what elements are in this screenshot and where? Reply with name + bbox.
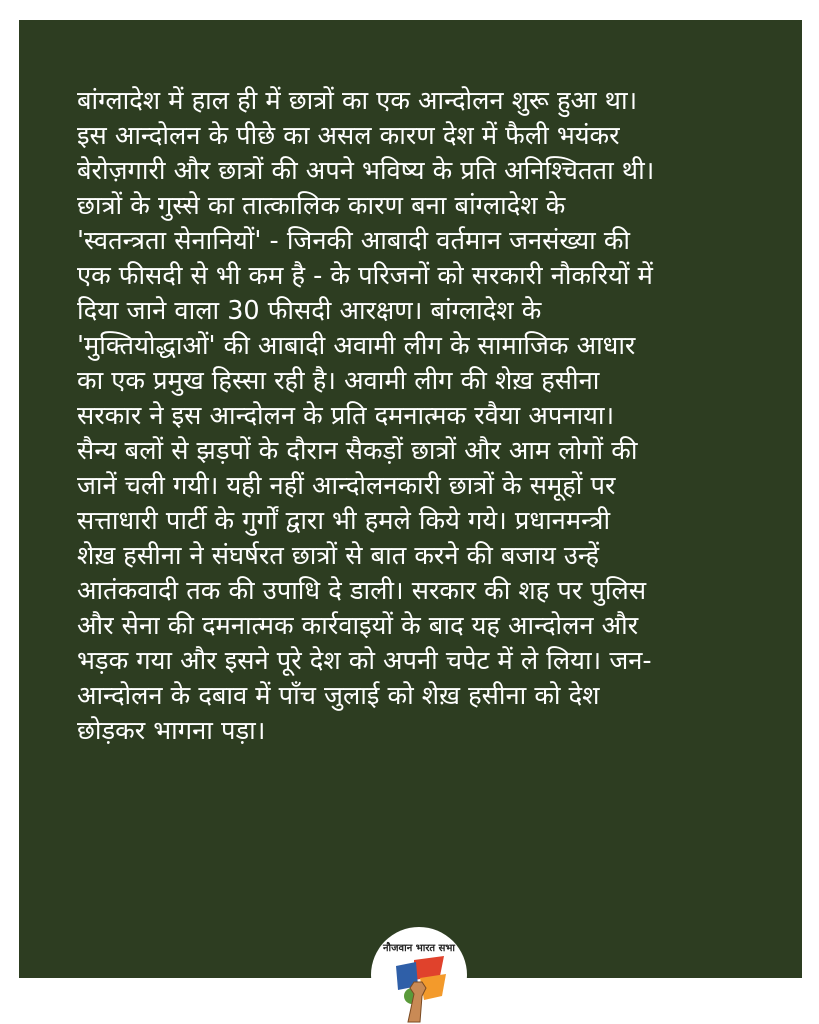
text-line: भड़क गया और इसने पूरे देश को अपनी चपेट में ले लिया। जन- xyxy=(77,646,652,676)
text-line: आन्दोलन के दबाव में पाँच जुलाई को शेख़ हसीना को देश xyxy=(77,681,600,711)
text-line: छात्रों के गुस्से का तात्कालिक कारण बना बांग्लादेश के xyxy=(77,191,566,221)
text-line: बांग्लादेश में हाल ही में छात्रों का एक आन्दोलन शुरू हुआ था। xyxy=(77,86,638,116)
text-line: छोड़कर भागना पड़ा। xyxy=(77,716,266,746)
raised-fist-with-flag-icon xyxy=(364,926,474,1024)
text-line: और सेना की दमनात्मक कार्रवाइयों के बाद यह आन्दोलन और xyxy=(77,611,639,641)
organization-logo xyxy=(364,926,474,1024)
text-line: सरकार ने इस आन्दोलन के प्रति दमनात्मक रवैया अपनाया। xyxy=(77,401,615,431)
text-line: जानें चली गयी। यही नहीं आन्दोलनकारी छात्रों के समूहों पर xyxy=(77,471,616,501)
text-line: सत्ताधारी पार्टी के गुर्गों द्वारा भी हमले किये गये। प्रधानमन्त्री xyxy=(77,506,611,536)
text-line: बेरोज़गारी और छात्रों की अपने भविष्य के प्रति अनिश्चितता थी। xyxy=(77,156,655,186)
text-line: दिया जाने वाला 30 फीसदी आरक्षण। बांग्लादेश के xyxy=(77,296,542,326)
text-line: 'स्वतन्त्रता सेनानियों' - जिनकी आबादी वर्तमान जनसंख्या की xyxy=(77,226,631,256)
logo-text: नौजवान भारत सभा xyxy=(382,943,456,954)
text-line: शेख़ हसीना ने संघर्षरत छात्रों से बात करने की बजाय उन्हें xyxy=(77,541,600,571)
text-line: एक फीसदी से भी कम है - के परिजनों को सरकारी नौकरियों में xyxy=(77,261,653,291)
text-line: इस आन्दोलन के पीछे का असल कारण देश में फैली भयंकर xyxy=(77,121,620,151)
post-card xyxy=(19,20,802,978)
post-body-text xyxy=(77,84,789,749)
text-line: 'मुक्तियोद्धाओं' की आबादी अवामी लीग के सामाजिक आधार xyxy=(77,331,636,361)
text-line: सैन्य बलों से झड़पों के दौरान सैकड़ों छात्रों और आम लोगों की xyxy=(77,436,638,466)
text-line: का एक प्रमुख हिस्सा रही है। अवामी लीग की शेख़ हसीना xyxy=(77,366,600,396)
text-line: आतंकवादी तक की उपाधि दे डाली। सरकार की शह पर पुलिस xyxy=(77,576,647,606)
